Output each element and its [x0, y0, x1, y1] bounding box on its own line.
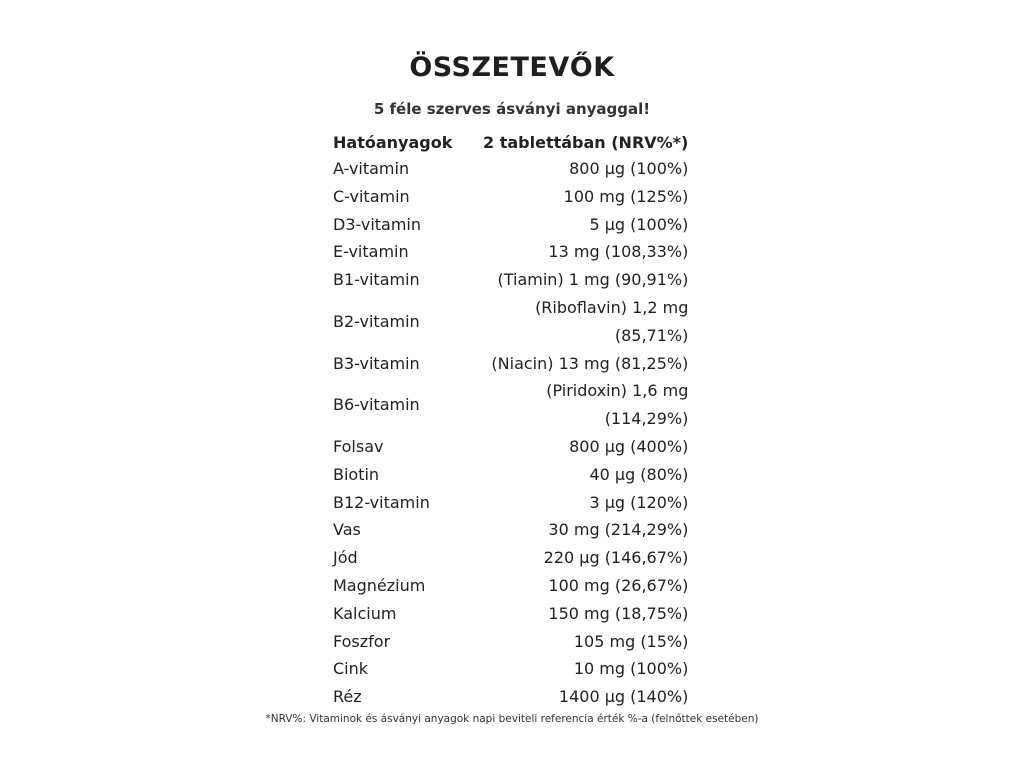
ingredient-value: 5 µg (100%): [589, 214, 689, 234]
header-value: 2 tablettában (NRV%*): [483, 132, 689, 152]
ingredient-name: B2-vitamin: [333, 311, 420, 331]
table-header-row: [333, 129, 688, 155]
table-row: [333, 628, 688, 656]
ingredients-table: [333, 129, 688, 711]
ingredient-name: Kalcium: [333, 603, 397, 623]
table-row: [333, 461, 688, 489]
ingredient-name: D3-vitamin: [333, 214, 422, 234]
ingredient-value: 13 mg (108,33%): [548, 242, 689, 262]
ingredient-name: Cink: [333, 659, 369, 679]
ingredient-name: Vas: [333, 520, 361, 540]
table-row: [333, 655, 688, 683]
table-row: [333, 489, 688, 517]
table-row: [333, 572, 688, 600]
table-row: [333, 294, 688, 350]
ingredient-value-line: (85,71%): [614, 325, 689, 345]
ingredient-name: B3-vitamin: [333, 353, 420, 373]
ingredient-name: B12-vitamin: [333, 492, 430, 512]
ingredient-value: 10 mg (100%): [573, 659, 689, 679]
table-row: [333, 516, 688, 544]
ingredient-value: 105 mg (15%): [573, 631, 689, 651]
ingredient-name: C-vitamin: [333, 186, 410, 206]
ingredient-value: 30 mg (214,29%): [548, 520, 689, 540]
table-row: [333, 211, 688, 239]
table-row: [333, 544, 688, 572]
table-row: [333, 183, 688, 211]
page-subtitle: 5 féle szerves ásványi anyaggal!: [373, 100, 651, 118]
table-row: [333, 266, 688, 294]
ingredient-value: (Tiamin) 1 mg (90,91%): [497, 270, 689, 290]
ingredient-value: 1400 µg (140%): [558, 687, 689, 707]
table-row: [333, 350, 688, 378]
ingredient-value-line: (114,29%): [604, 409, 689, 429]
table-row: [333, 155, 688, 183]
ingredient-value: 3 µg (120%): [589, 492, 689, 512]
table-row: [333, 238, 688, 266]
ingredient-value-line: (Piridoxin) 1,6 mg: [546, 381, 689, 401]
ingredient-value: 100 mg (26,67%): [548, 575, 689, 595]
table-row: [333, 600, 688, 628]
ingredient-value-line: (Riboflavin) 1,2 mg: [535, 297, 689, 317]
ingredient-value: [483, 377, 688, 433]
ingredient-value: 220 µg (146,67%): [543, 548, 689, 568]
page-title: ÖSSZETEVŐK: [409, 52, 615, 83]
header-name: Hatóanyagok: [333, 132, 453, 152]
ingredient-value: 100 mg (125%): [563, 186, 689, 206]
ingredient-value: (Niacin) 13 mg (81,25%): [491, 353, 689, 373]
ingredient-name: Folsav: [333, 436, 384, 456]
ingredient-name: Réz: [333, 687, 362, 707]
ingredient-value: 40 µg (80%): [589, 464, 689, 484]
table-row: [333, 433, 688, 461]
ingredient-name: A-vitamin: [333, 159, 410, 178]
ingredient-name: B6-vitamin: [333, 395, 420, 415]
ingredient-name: E-vitamin: [333, 242, 409, 262]
table-row: [333, 377, 688, 433]
ingredient-name: B1-vitamin: [333, 270, 420, 290]
ingredient-value: [483, 294, 688, 350]
ingredient-name: Magnézium: [333, 575, 426, 595]
ingredient-name: Jód: [333, 548, 358, 568]
ingredient-name: Biotin: [333, 464, 380, 484]
ingredient-value: 150 mg (18,75%): [548, 603, 689, 623]
ingredient-value: 800 µg (400%): [569, 436, 689, 456]
table-row: [333, 683, 688, 711]
ingredient-value: 800 µg (100%): [569, 159, 689, 178]
footnote: *NRV%: Vitaminok és ásványi anyagok napi beviteli referencia érték %-a (felnőttek esetében): [265, 713, 759, 725]
ingredient-name: Foszfor: [333, 631, 391, 651]
